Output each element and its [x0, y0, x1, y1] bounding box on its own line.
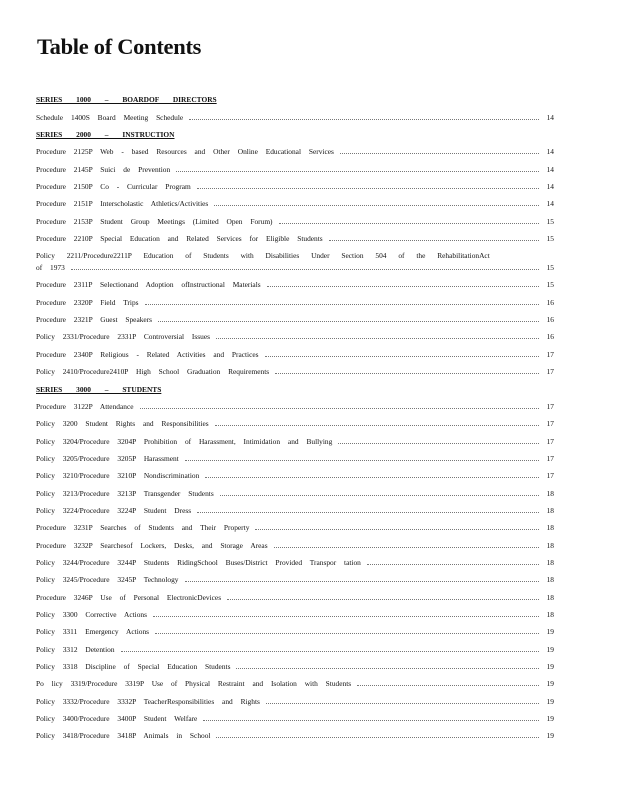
- toc-entry: [36, 191, 554, 208]
- toc-entry: [36, 174, 554, 191]
- page-number: 14: [546, 182, 554, 192]
- dot-leader: [185, 460, 539, 461]
- dot-leader: [140, 408, 539, 409]
- section-label: SERIES 2000 – INSTRUCTION: [36, 130, 175, 140]
- entry-label: Policy 3205/Procedure 3205P Harassment: [36, 453, 179, 463]
- entry-label: Policy 3244/Procedure 3244P Students RidingSchool Buses/District Provided Transpor tation: [36, 557, 361, 567]
- dot-leader: [279, 223, 539, 224]
- section-label: SERIES 3000 – STUDENTS: [36, 384, 162, 394]
- page-number: 18: [546, 488, 554, 498]
- entry-label: Policy 2410/Procedure2410P High School Graduation Requirements: [36, 367, 270, 377]
- dot-leader: [340, 153, 539, 154]
- toc-entry: [36, 550, 554, 567]
- dot-leader: [155, 633, 539, 634]
- toc-section-heading: [36, 122, 554, 139]
- page-number: 19: [546, 679, 554, 689]
- dot-leader: [71, 269, 539, 270]
- page-title: Table of Contents: [37, 34, 202, 59]
- dot-leader: [203, 720, 539, 721]
- page-number: 15: [546, 216, 554, 226]
- page-number: 14: [546, 147, 554, 157]
- toc-entry: [36, 567, 554, 584]
- entry-label: Policy 3312 Detention: [36, 644, 115, 654]
- dot-leader: [215, 425, 539, 426]
- toc-entry: [36, 156, 554, 173]
- entry-label: Policy 3418/Procedure 3418P Animals in School: [36, 731, 211, 741]
- entry-label: Policy 3332/Procedure 3332P TeacherResponsibilities and Rights: [36, 696, 260, 706]
- dot-leader: [275, 373, 539, 374]
- toc-entry: [36, 411, 554, 428]
- toc-entry: [36, 226, 554, 243]
- entry-label: Procedure 2311P Selectionand Adoption ofInstructional Materials: [36, 280, 261, 290]
- entry-label: Schedule 1400S Board Meeting Schedule: [36, 112, 184, 122]
- dot-leader: [214, 205, 539, 206]
- page-number: 17: [546, 367, 554, 377]
- toc-entry: [36, 139, 554, 156]
- entry-label: Procedure 2125P Web - based Resources and Other Online Educational Services: [36, 147, 334, 157]
- dot-leader: [176, 171, 539, 172]
- entry-label: Procedure 2340P Religious - Related Activities and Practices: [36, 349, 259, 359]
- entry-label: of 1973: [36, 263, 65, 273]
- page-number: 14: [546, 112, 554, 122]
- page-number: 17: [546, 349, 554, 359]
- entry-label: Procedure 2321P Guest Speakers: [36, 315, 153, 325]
- dot-leader: [227, 599, 539, 600]
- toc-entry: [36, 498, 554, 515]
- page-number: 15: [546, 234, 554, 244]
- toc-entry: [36, 104, 554, 121]
- toc-entry: [36, 307, 554, 324]
- dot-leader: [197, 188, 539, 189]
- page-number: 14: [546, 199, 554, 209]
- toc-entry: [36, 480, 554, 497]
- page-number: 16: [546, 315, 554, 325]
- page-number: 19: [546, 627, 554, 637]
- entry-label: Policy 3224/Procedure 3224P Student Dress: [36, 505, 192, 515]
- toc-entry: [36, 584, 554, 601]
- page-number: 18: [546, 540, 554, 550]
- entry-label: Procedure 3231P Searches of Students and Their Property: [36, 523, 250, 533]
- toc-section-heading: [36, 376, 554, 393]
- toc-entry: [36, 446, 554, 463]
- page-number: 16: [546, 297, 554, 307]
- entry-label: Policy 3210/Procedure 3210P Nondiscrimination: [36, 471, 200, 481]
- toc-entry: [36, 289, 554, 306]
- dot-leader: [145, 304, 539, 305]
- toc-entry: [36, 359, 554, 376]
- toc-entry: [36, 324, 554, 341]
- toc-entry: [36, 394, 554, 411]
- entry-label: Policy 3400/Procedure 3400P Student Welfare: [36, 714, 198, 724]
- toc-entry: [36, 706, 554, 723]
- page-number: 17: [546, 471, 554, 481]
- page-number: 18: [546, 523, 554, 533]
- entry-label: Policy 3204/Procedure 3204P Prohibition of Harassment, Intimidation and Bullying: [36, 436, 333, 446]
- page-number: 19: [546, 731, 554, 741]
- dot-leader: [205, 477, 539, 478]
- toc-entry: [36, 515, 554, 532]
- dot-leader: [255, 529, 539, 530]
- toc-entry: [36, 636, 554, 653]
- entry-label: Procedure 2151P Interscholastic Athletics/Activities: [36, 199, 209, 209]
- entry-label: Policy 3245/Procedure 3245P Technology: [36, 575, 179, 585]
- toc-entry: [36, 619, 554, 636]
- toc-entry: [36, 654, 554, 671]
- dot-leader: [236, 668, 539, 669]
- entry-label: Policy 3213/Procedure 3213P Transgender Students: [36, 488, 214, 498]
- page-number: 18: [546, 575, 554, 585]
- entry-label: Procedure 3246P Use of Personal ElectronicDevices: [36, 592, 222, 602]
- page-number: 18: [546, 557, 554, 567]
- page-number: 19: [546, 662, 554, 671]
- entry-label: Procedure 2153P Student Group Meetings (Limited Open Forum): [36, 216, 273, 226]
- dot-leader: [158, 321, 539, 322]
- toc-entry: [36, 428, 554, 445]
- entry-label: Policy 3200 Student Rights and Responsibilities: [36, 419, 209, 429]
- dot-leader: [220, 495, 539, 496]
- toc-entry: [36, 723, 554, 740]
- toc-entry: [36, 671, 554, 688]
- dot-leader: [274, 547, 539, 548]
- dot-leader: [329, 240, 539, 241]
- page-number: 14: [546, 164, 554, 174]
- dot-leader: [367, 564, 539, 565]
- page-number: 18: [546, 505, 554, 515]
- page-number: 16: [546, 332, 554, 342]
- entry-label: Procedure 2320P Field Trips: [36, 297, 139, 307]
- dot-leader: [189, 119, 539, 120]
- entry-label-line: Policy 2211/Procedure2211P Education of Students with Disabilities Under Section 504 of the RehabilitationAct: [36, 251, 490, 261]
- entry-label: Procedure 3232P Searchesof Lockers, Desks, and Storage Areas: [36, 540, 268, 550]
- entry-label: Policy 2331/Procedure 2331P Controversial Issues: [36, 332, 210, 342]
- dot-leader: [121, 651, 539, 652]
- toc-entry: [36, 532, 554, 549]
- toc-entry: [36, 208, 554, 225]
- toc-entry: [36, 602, 554, 619]
- entry-label: Po licy 3319/Procedure 3319P Use of Physical Restraint and Isolation with Students: [36, 679, 352, 689]
- dot-leader: [266, 703, 539, 704]
- page-number: 19: [546, 714, 554, 724]
- toc-entry: [36, 463, 554, 480]
- page-number: 18: [546, 609, 554, 619]
- dot-leader: [185, 581, 540, 582]
- toc-section-heading: [36, 87, 554, 104]
- page-number: 15: [546, 280, 554, 290]
- entry-label: Policy 3300 Corrective Actions: [36, 609, 147, 619]
- toc-entry: [36, 688, 554, 705]
- toc-entry: [36, 272, 554, 289]
- dot-leader: [338, 443, 539, 444]
- page-number: 15: [546, 263, 554, 273]
- toc-entry: [36, 341, 554, 358]
- table-of-contents: [36, 87, 554, 740]
- page-number: 17: [546, 419, 554, 429]
- dot-leader: [265, 356, 539, 357]
- dot-leader: [153, 616, 539, 617]
- page-number: 18: [546, 592, 554, 602]
- entry-label: Procedure 2145P Suici de Prevention: [36, 164, 171, 174]
- page-number: 17: [546, 436, 554, 446]
- entry-label: Procedure 2150P Co - Curricular Program: [36, 182, 191, 192]
- page-number: 17: [546, 453, 554, 463]
- section-label: SERIES 1000 – BOARDOF DIRECTORS: [36, 95, 217, 105]
- entry-label: Procedure 2210P Special Education and Related Services for Eligible Students: [36, 234, 323, 244]
- dot-leader: [357, 685, 539, 686]
- entry-label: Procedure 3122P Attendance: [36, 401, 134, 411]
- dot-leader: [216, 338, 539, 339]
- page-number: 19: [546, 696, 554, 706]
- entry-label: Policy 3318 Discipline of Special Education Students: [36, 662, 231, 671]
- toc-entry: [36, 243, 554, 272]
- dot-leader: [216, 737, 539, 738]
- page-number: 19: [546, 644, 554, 654]
- dot-leader: [197, 512, 539, 513]
- page-number: 17: [546, 401, 554, 411]
- dot-leader: [267, 286, 539, 287]
- entry-label: Policy 3311 Emergency Actions: [36, 627, 150, 637]
